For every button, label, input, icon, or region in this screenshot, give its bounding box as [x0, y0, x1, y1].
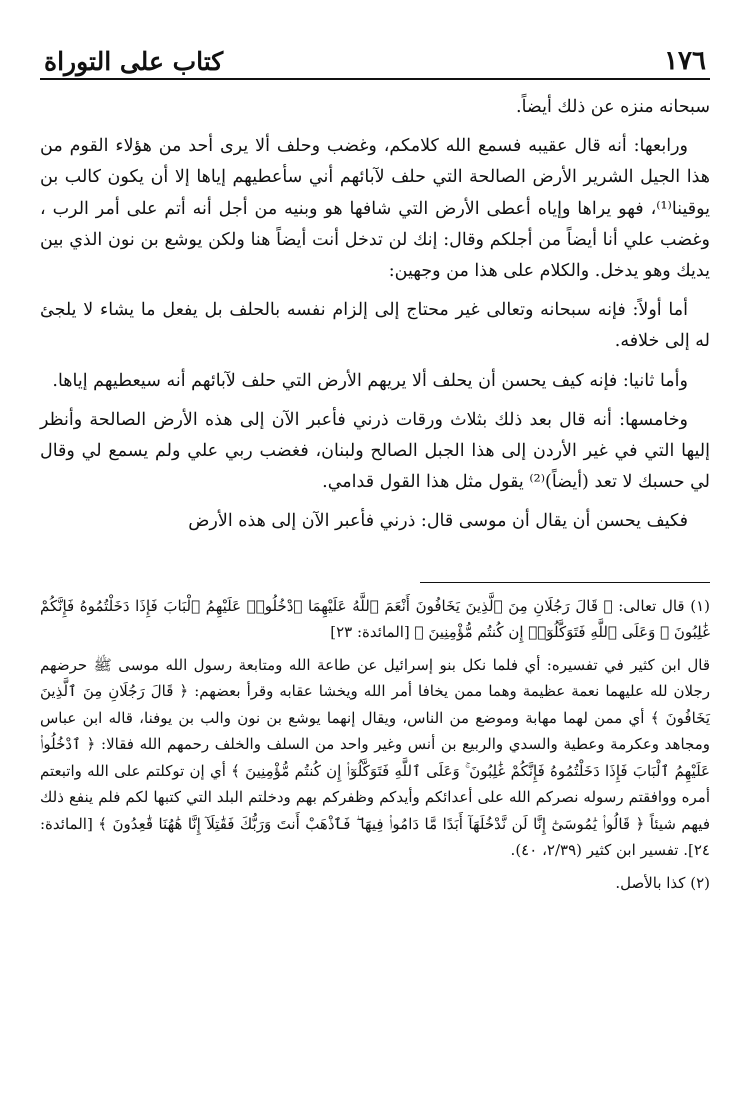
main-text	[40, 92, 710, 538]
page-header	[40, 36, 710, 80]
paragraph: وأما ثانيا: فإنه كيف يحسن أن يحلف ألا يريهم الأرض التي حلف لآبائهم أنه سيعطيهم إياها.	[52, 370, 688, 391]
footnote-separator	[420, 582, 710, 583]
paragraph: أما أولاً: فإنه سبحانه وتعالى غير محتاج إلى إلزام نفسه بالحلف بل يفعل ما يشاء لا يلجئ له إلى خلافه.	[40, 300, 710, 352]
footnote: (١) قال تعالى: ﴿ قَالَ رَجُلَانِ مِنَ ٱلَّذِينَ يَخَافُونَ أَنْعَمَ ٱللَّهُ عَلَيْهِمَا ٱدْخُلُوا۟ عَلَيْهِمُ ٱلْبَابَ فَإِذَا دَخَلْتُمُوهُ فَإِنَّكُمْ غَٰلِبُونَ ۚ وَعَلَى ٱللَّهِ فَتَوَكَّلُوٓا۟ إِن كُنتُم مُّؤْمِنِينَ ﴾ [المائدة: ٢٣]	[40, 596, 710, 642]
paragraph: ورابعها: أنه قال عقيبه فسمع الله كلامكم، وغضب وحلف ألا يرى أحد من هؤلاء القوم من هذا الجيل الشرير الأرض الصالحة التي حلف لآبائهم أني سأعطيهم إياها إلا أن يكون كالب بن يوقينا⁽¹⁾، فهو يراها وإياه أعطى الأرض التي شافها هو وبنيه من أجل أنه أتم على أمر الرب ، وغضب علي أنا أيضاً من أجلكم وقال: إنك لن تدخل أنت أيضاً هنا ولكن يوشع بن نون الذي بين يديك وهو يدخل. والكلام على هذا من وجهين:	[40, 136, 710, 282]
running-title: كتاب على التوراة	[44, 47, 224, 76]
paragraph: فكيف يحسن أن يقال أن موسى قال: ذرني فأعبر الآن إلى هذه الأرض	[188, 511, 688, 532]
footnote: (٢) كذا بالأصل.	[615, 873, 710, 892]
book-page	[40, 36, 710, 1086]
footnote: قال ابن كثير في تفسيره: أي فلما نكل بنو إسرائيل عن طاعة الله ومتابعة رسول الله موسى ﷺ حرضهم رجلان لله عليهما نعمة عظيمة وهما ممن يخافا أمر الله ويخشا عقابه وقرأ بعضهم: ﴿ قَالَ رَجُلَانِ مِنَ ٱلَّذِينَ يَخَافُونَ ﴾ أي ممن لهما مهابة وموضع من الناس، ويقال إنهما يوشع بن نون والب بن يوفنا، قاله ابن عباس ومجاهد وعكرمة وعطية والسدي والربيع بن أنس وغير واحد من السلف والخلف رحمهم الله فقالا: ﴿ ٱدْخُلُوا۟ عَلَيْهِمُ ٱلْبَابَ فَإِذَا دَخَلْتُمُوهُ فَإِنَّكُمْ غَٰلِبُونَ ۚ وَعَلَى ٱللَّهِ فَتَوَكَّلُوٓا۟ إِن كُنتُم مُّؤْمِنِينَ ﴾ أي إن توكلتم على الله واتبعتم أمره ووافقتم رسوله نصركم الله على أعدائكم وأيدكم وظفركم بهم ودخلتم البلد التي كتبها لكم فلم ينفع ذلك فيهم شيئاً ﴿ قَالُوا۟ يَٰمُوسَىٰٓ إِنَّا لَن نَّدْخُلَهَآ أَبَدًا مَّا دَامُوا۟ فِيهَا ۖ فَٱذْهَبْ أَنتَ وَرَبُّكَ فَقَٰتِلَآ إِنَّا هَٰهُنَا قَٰعِدُونَ ﴾ [المائدة: ٢٤]. تفسير ابن كثير (٢/٣٩، ٤٠).	[40, 655, 710, 860]
page-number: ١٧٦	[664, 46, 706, 76]
paragraph: وخامسها: أنه قال بعد ذلك بثلاث ورقات ذرني فأعبر الآن إلى هذه الأرض الصالحة وأنظر إليها التي في غير الأردن إلى هذا الجبل الصالح ولبنان، فغضب ربي علي ولم يسمع لي وقال لي حسبك لا تعد (أيضاً)⁽²⁾ يقول مثل هذا القول قدامي.	[40, 409, 710, 493]
paragraph: سبحانه منزه عن ذلك أيضاً.	[516, 97, 710, 117]
footnotes	[40, 593, 710, 897]
